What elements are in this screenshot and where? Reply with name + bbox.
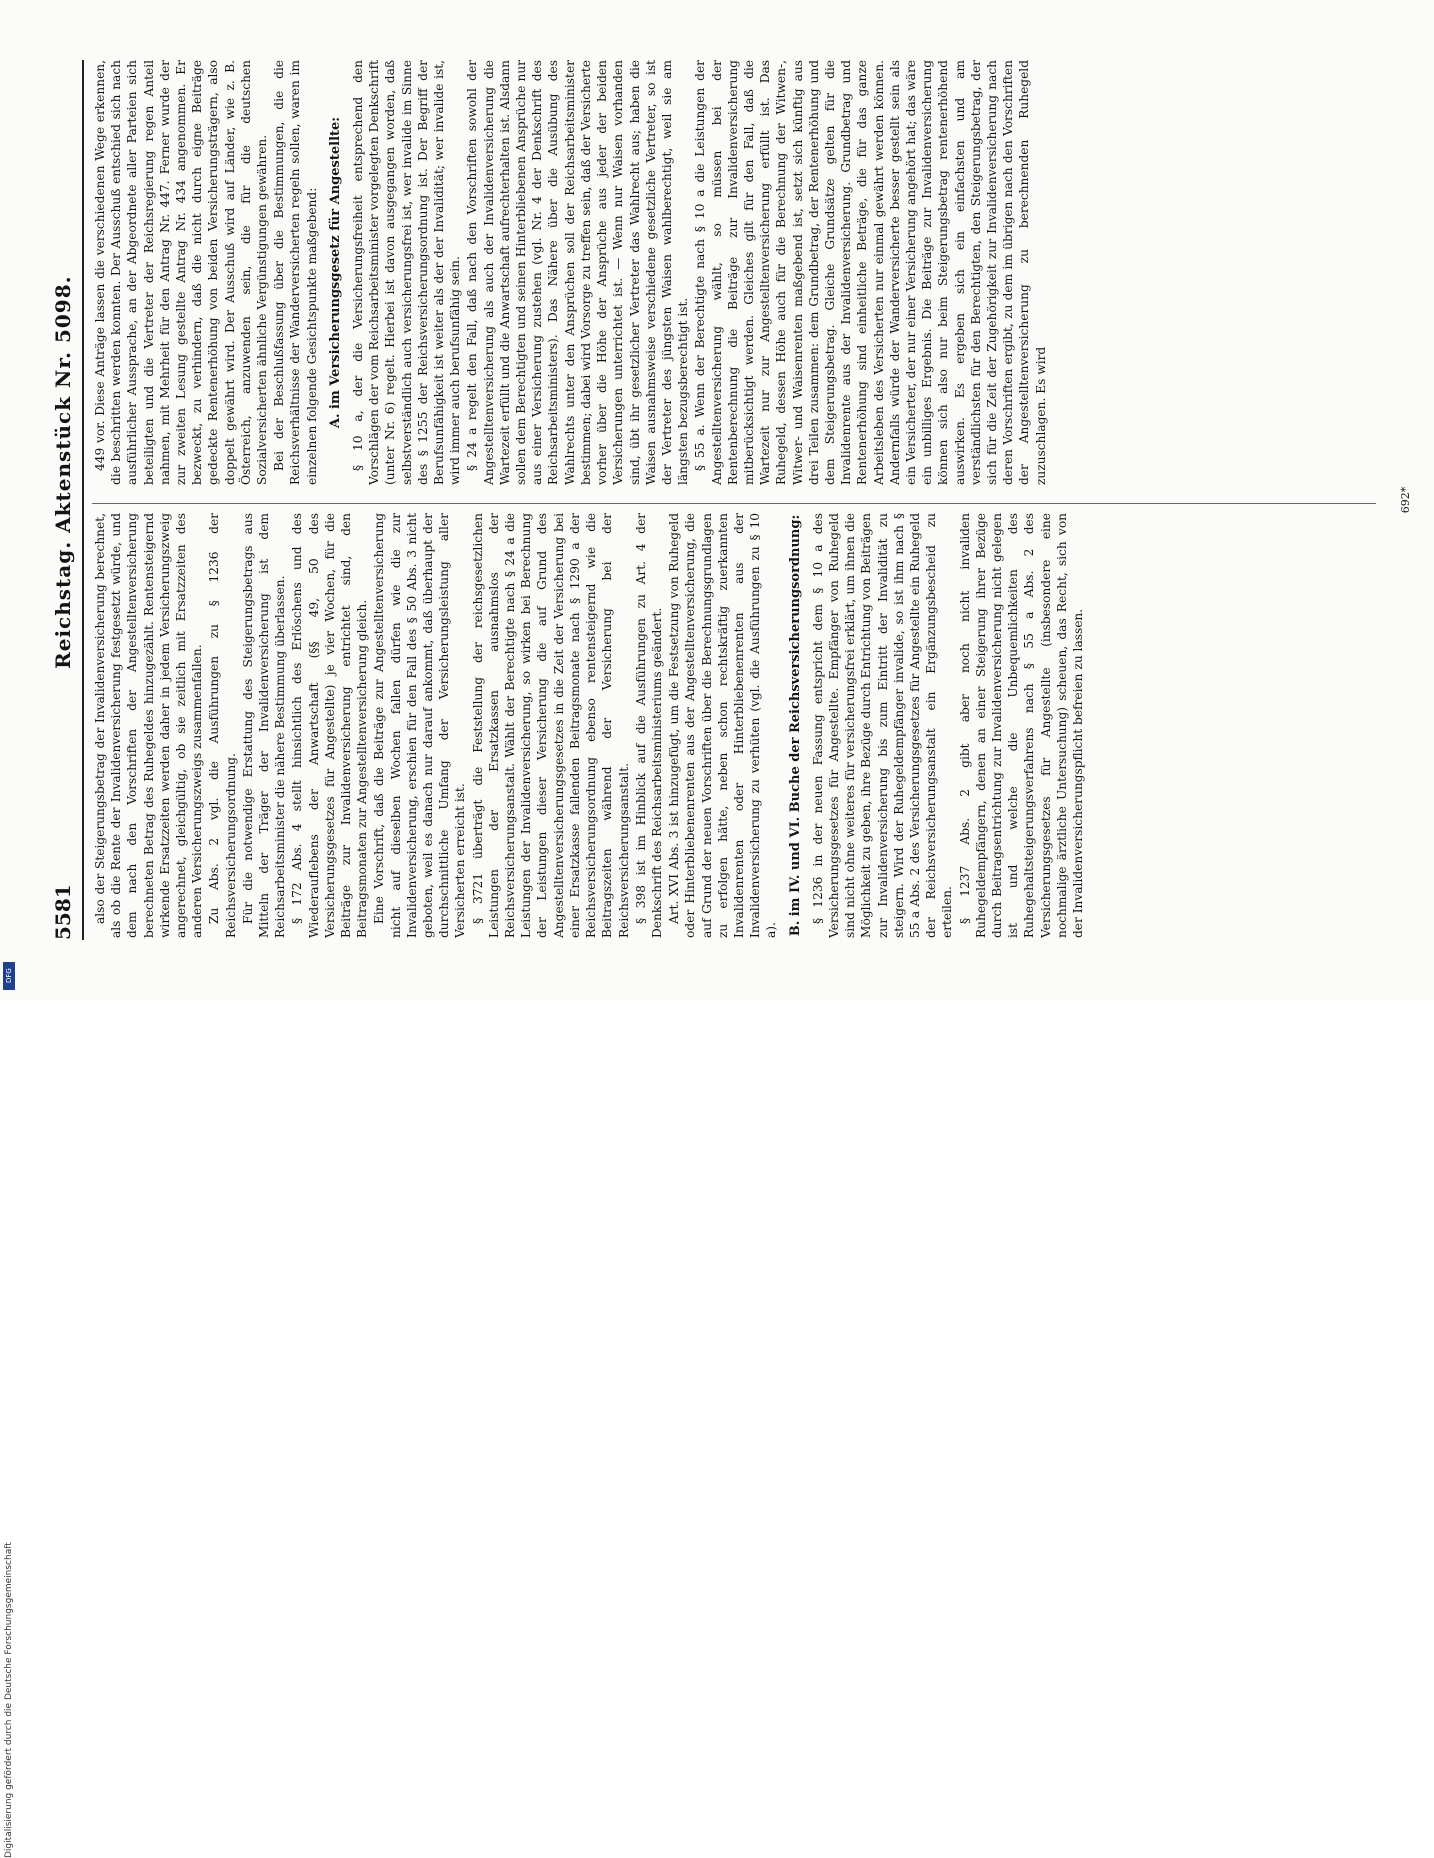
side-note-text: Digitalisierung gefördert durch die Deutsche Forschungsgemeinschaft [4, 1542, 14, 1858]
header-rule [82, 60, 84, 940]
header-title: Reichstag. Aktenstück Nr. 5098. [51, 275, 75, 669]
left-paragraph: Art. XVI Abs. 3 ist hinzugefügt, um die Festsetzung von Ruhegeld oder Hinterbliebenenrenten aus der Angestelltenversicherung, die auf Grund der neuen Vorschriften über die Berechnungsgrundlagen zu erfolgen hätte, neben schon rechtskräftig zuerkannten Invalidenrenten oder Hinterbliebenenrenten aus der Invalidenversicherung zu verhüten (vgl. die Ausführungen zu § 10 a). [667, 513, 779, 938]
left-paragraph: B. im IV. und VI. Buche der Reichsversicherungsordnung: [787, 514, 803, 937]
left-paragraph: § 3721 überträgt die Feststellung der reichsgesetzlichen Leistungen der Ersatzkassen ausnahmslos der Reichsversicherungsanstalt. Wählt der Berechtigte nach § 24 a die Leistungen der Invalidenversicherung, so wirken bei Berechnung der Leistungen dieser Versicherung die auf Grund des Angestelltenversicherungsgesetzes in die Zeit der Versicherung bei einer Ersatzkasse fallenden Beitragsmonate nach § 1290 a der Reichsversicherungsordnung ebenso rentensteigernd wie die Beitragszeiten während der Versicherung bei der Reichsversicherungsanstalt. [470, 513, 631, 938]
right-paragraph: 449 vor. Diese Anträge lassen die verschiedenen Wege erkennen, die beschritten werden konnten. Der Ausschuß entschied sich nach ausführlicher Aussprache, an der Abgeordnete aller Parteien sich beteiligten und die Vertreter der Reichsregierung regen Anteil nahmen, mit Mehrheit für den Antrag Nr. 447. Ferner wurde der zur zweiten Lesung gestellte Antrag Nr. 434 angenommen. Er bezweckt, zu verhindern, daß die nicht durch eigne Beiträge gedeckte Rentenerhöhung von beiden Versicherungsträgern, also doppelt gewährt wird. Der Ausschuß wird auf Länder, wie z. B. Österreich, anzuwenden sein, die für die deutschen Sozialversicherten ähnliche Vergünstigungen gewähren. [93, 60, 270, 485]
dfg-logo: DFG [3, 962, 15, 990]
column-right [92, 60, 1376, 485]
page-footer: 692* [1399, 486, 1412, 514]
right-paragraph: § 55 a. Wenn der Berechtigte nach § 10 a die Leistungen der Angestelltenversicherung wählt, so müssen bei der Rentenberechnung die Beiträge zur Invalidenversicherung mitberücksichtigt werden. Gleiches gilt für den Fall, daß die Wartezeit nur zur Angestelltenversicherung erfüllt ist. Das Ruhegeld, dessen Höhe auch für die Berechnung der Witwen-, Witwer- und Waisenrenten maßgebend ist, setzt sich künftig aus drei Teilen zusammen: dem Grundbetrag, der Rentenerhöhung und dem Steigerungsbetrag. Gleiche Grundsätze gelten für die Invalidenrente aus der Invalidenversicherung. Grundbetrag und Rentenerhöhung sind einheitliche Beträge, die für das ganze Arbeitsleben des Versicherten nur einmal gewährt werden können. Andernfalls würde der Wanderversicherte besser gestellt sein als ein Versicherter, der nur einer Versicherung angehört hat; das wäre ein unbilliges Ergebnis. Die Beiträge zur Invalidenversicherung können sich also nur beim Steigerungsbetrag rentenerhöhend auswirken. Es ergeben sich ein einfachsten und am verständlichsten für den Berechtigten, den Steigerungsbetrag, der sich für die Zeit der Zugehörigkeit zur Invalidenversicherung nach deren Vorschriften ergibt, zu dem im übrigen nach den Vorschriften der Angestelltenversicherung zu berechnenden Ruhegeld zuzuschlagen. Es wird [693, 60, 1048, 485]
side-note [4, 0, 18, 1858]
left-paragraph: § 172 Abs. 4 stellt hinsichtlich des Erlöschens und des Wiederauflebens der Anwartschaft (§§ 49, 50 des Versicherungsgesetzes für Angestellte) je vier Wochen, für die Beiträge zur Invalidenversicherung entrichtet sind, den Beitragsmonaten zur Angestelltenversicherung gleich. [290, 513, 370, 938]
right-paragraph: A. im Versicherungsgesetz für Angestellte: [327, 116, 343, 429]
left-paragraph: Für die notwendige Erstattung des Steigerungsbetrags aus Mitteln der Träger der Invalidenversicherung ist dem Reichsarbeitsminister die nähere Bestimmung überlassen. [240, 513, 288, 938]
column-left [92, 513, 1376, 938]
column-divider [92, 503, 1376, 504]
right-paragraph: § 24 a regelt den Fall, daß nach den Vorschriften sowohl der Angestelltenversicherung als auch der Invalidenversicherung die Wartezeit erfüllt und die Anwartschaft aufrechterhalten ist. Alsdann sollen dem Berechtigten und seinen Hinterbliebenen Ansprüche nur aus einer Versicherung zustehen (vgl. Nr. 4 der Denkschrift des Reichsarbeitsministers). Das Nähere über die Ausübung des Wahlrechts unter den Ansprüchen soll der Reichsarbeitsminister bestimmen; dabei wird Vorsorge zu treffen sein, daß der Versicherte vorher über die Höhe der Ansprüche aus jeder der beiden Versicherungen unterrichtet ist. — Wenn nur Waisen vorhanden sind, übt ihr gesetzlicher Vertreter das Wahlrecht aus; haben die Waisen ausnahmsweise verschiedene gesetzliche Vertreter, so ist der Vertreter des jüngsten Waisen wahlberechtigt, weil sie am längsten bezugsberechtigt ist. [465, 60, 691, 485]
left-paragraph: also der Steigerungsbetrag der Invalidenversicherung berechnet, als ob die Rente der Invalidenversicherung festgesetzt würde, und dem nach den Vorschriften der Angestelltenversicherung berechneten Betrag des Ruhegeldes hinzugezählt. Rentensteigernd wirkende Ersatzzeiten werden daher in jedem Versicherungszweig angerechnet, gleichgültig, ob sie zeitlich mit Ersatzzeiten des anderen Versicherungszweigs zusammenfallen. [93, 513, 205, 938]
right-paragraph: § 10 a, der die Versicherungsfreiheit entsprechend den Vorschlägen der vom Reichsarbeitsminister vorgelegten Denkschrift (unter Nr. 6) regelt. Hierbei ist davon ausgegangen worden, daß selbstverständlich auch versicherungsfrei ist, wer invalide im Sinne des § 1255 der Reichsversicherungsordnung ist. Der Begriff der Berufsunfähigkeit ist weiter als der der Invalidität; wer invalide ist, wird immer auch berufsunfähig sein. [351, 60, 463, 485]
left-paragraph: § 398 ist im Hinblick auf die Ausführungen zu Art. 4 der Denkschrift des Reichsarbeitsministeriums geändert. [633, 513, 664, 938]
left-paragraph: Zu Abs. 2 vgl. die Ausführungen zu § 1236 der Reichsversicherungsordnung. [207, 513, 238, 938]
page-header [48, 60, 78, 940]
left-paragraph: § 1237 Abs. 2 gibt aber noch nicht invaliden Ruhegeldempfängern, denen an einer Steigerung ihrer Bezüge durch Beitragsentrichtung zur Invalidenversicherung nicht gelegen ist und welche die Unbequemlichkeiten des Ruhegehaltsteigerungsverfahrens nach § 55 a Abs. 2 des Versicherungsgesetzes für Angestellte (insbesondere eine nochmalige ärztliche Untersuchung) scheuen, das Recht, sich von der Invalidenversicherungspflicht befreien zu lassen. [957, 513, 1085, 938]
left-paragraph: Eine Vorschrift, daß die Beiträge zur Angestelltenversicherung nicht auf dieselben Wochen fallen dürfen wie die zur Invalidenversicherung, erschien für den Fall des § 50 Abs. 3 nicht geboten, weil es danach nur darauf ankommt, daß überhaupt der durchschnittliche Umfang der Versicherungsleistung aller Versicherten erreicht ist. [372, 513, 468, 938]
page-number: 5581 [51, 884, 75, 940]
right-paragraph: Bei der Beschlußfassung über die Bestimmungen, die die Reichsverhältnisse der Wanderversicherten regeln sollen, waren im einzelnen folgende Gesichtspunkte maßgebend: [272, 60, 319, 485]
left-paragraph: § 1236 in der neuen Fassung entspricht dem § 10 a des Versicherungsgesetzes für Angestellte. Empfänger von Ruhegeld sind nicht ohne weiteres für versicherungsfrei erklärt, um ihnen die Möglichkeit zu geben, ihre Bezüge durch Entrichtung von Beiträgen zur Invalidenversicherung bis zum Eintritt der Invalidität zu steigern. Wird der Ruhegeldempfänger invalide, so ist ihm nach § 55 a Abs. 2 des Versicherungsgesetzes für Angestellte ein Ruhegeld der Reichsversicherungsanstalt ein Ergänzungsbescheid zu erteilen. [810, 513, 955, 938]
